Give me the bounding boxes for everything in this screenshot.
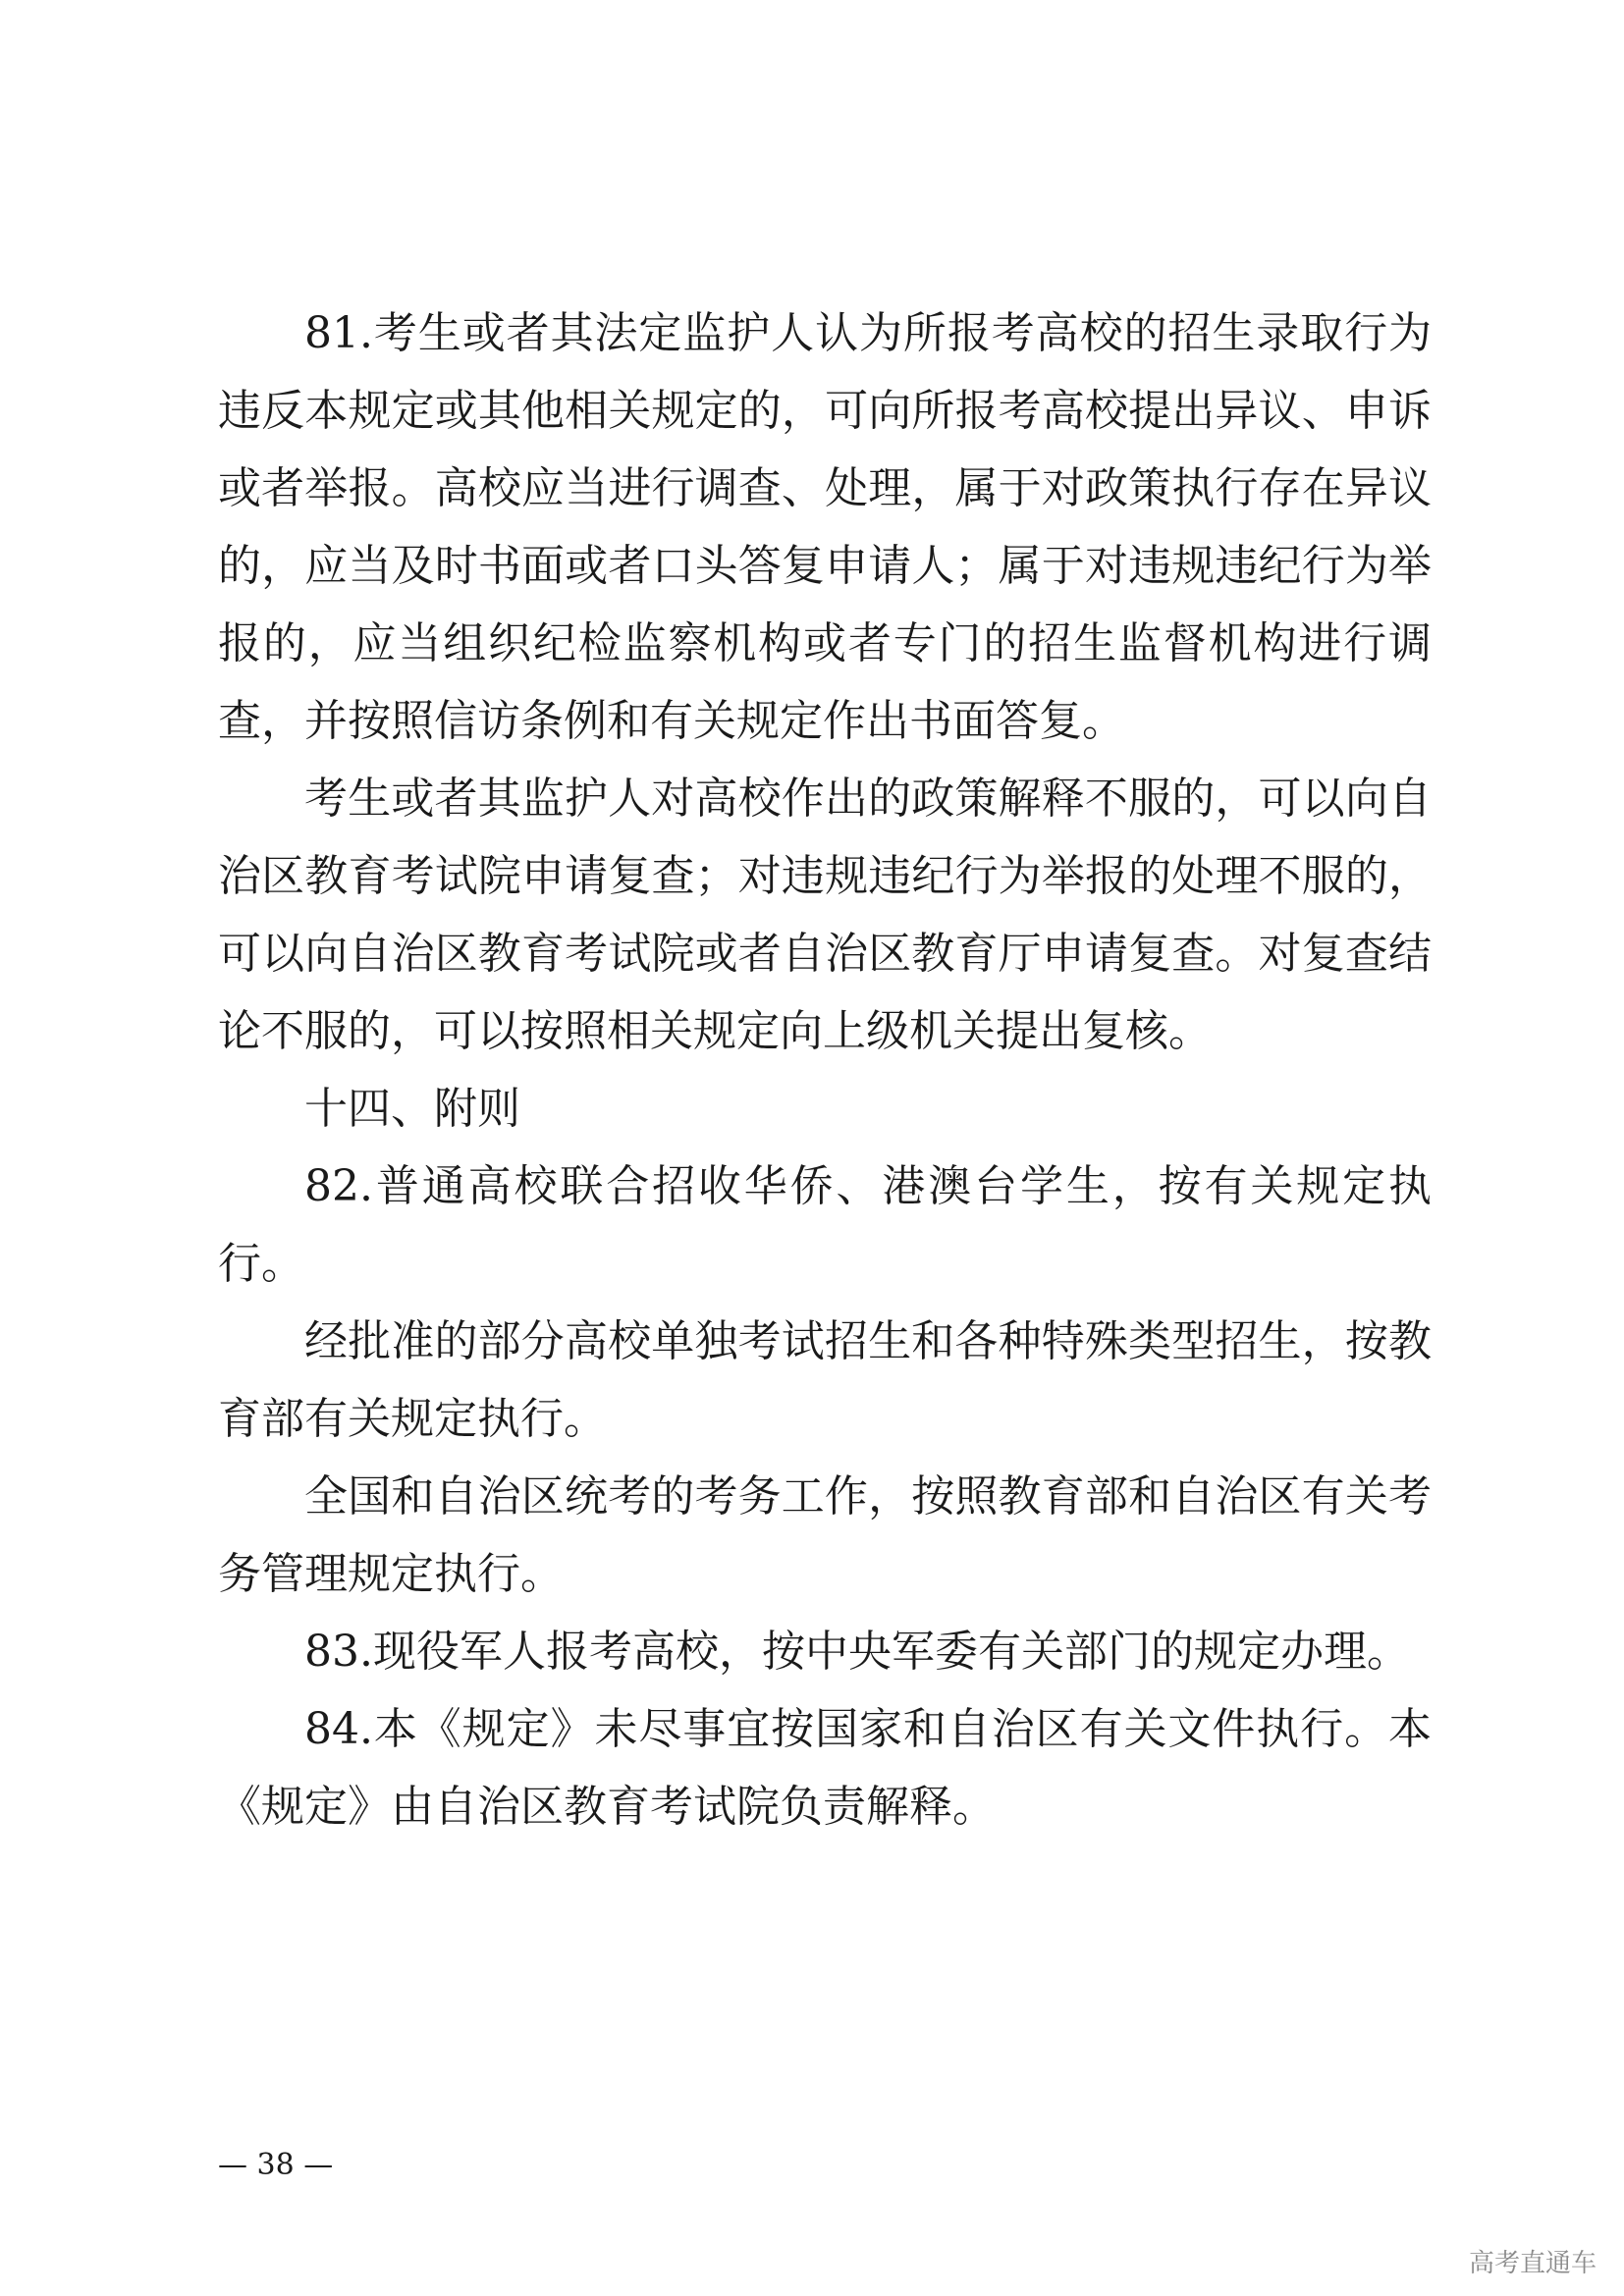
paragraph-84: 84.本《规定》未尽事宜按国家和自治区有关文件执行。本《规定》由自治区教育考试院负责解释。 xyxy=(218,1704,1432,1832)
paragraph-81: 81.考生或者其法定监护人认为所报考高校的招生录取行为违反本规定或其他相关规定的，可向所报考高校提出异议、申诉或者举报。高校应当进行调查、处理，属于对政策执行存在异议的，应当及时书面或者口头答复申请人；属于对违规违纪行为举报的，应当组织纪检监察机构或者专门的招生监督机构进行调查，并按照信访条例和有关规定作出书面答复。 xyxy=(218,308,1432,746)
paragraph-83: 83.现役军人报考高校，按中央军委有关部门的规定办理。 xyxy=(304,1627,1410,1677)
watermark: 高考直通车 xyxy=(1468,2249,1597,2278)
paragraph-exam-affairs: 全国和自治区统考的考务工作，按照教育部和自治区有关考务管理规定执行。 xyxy=(218,1471,1432,1599)
paragraph-review: 考生或者其监护人对高校作出的政策解释不服的，可以向自治区教育考试院申请复查；对违规违纪行为举报的处理不服的，可以向自治区教育考试院或者自治区教育厅申请复查。对复查结论不服的，可以按照相关规定向上级机关提出复核。 xyxy=(218,774,1432,1056)
page-number: — 38 — xyxy=(218,2148,334,2182)
paragraph-special-admission: 经批准的部分高校单独考试招生和各种特殊类型招生，按教育部有关规定执行。 xyxy=(218,1316,1432,1444)
paragraph-82: 82.普通高校联合招收华侨、港澳台学生，按有关规定执行。 xyxy=(218,1161,1432,1289)
document-body xyxy=(218,294,1432,1845)
section-heading-appendix: 十四、附则 xyxy=(304,1084,520,1134)
